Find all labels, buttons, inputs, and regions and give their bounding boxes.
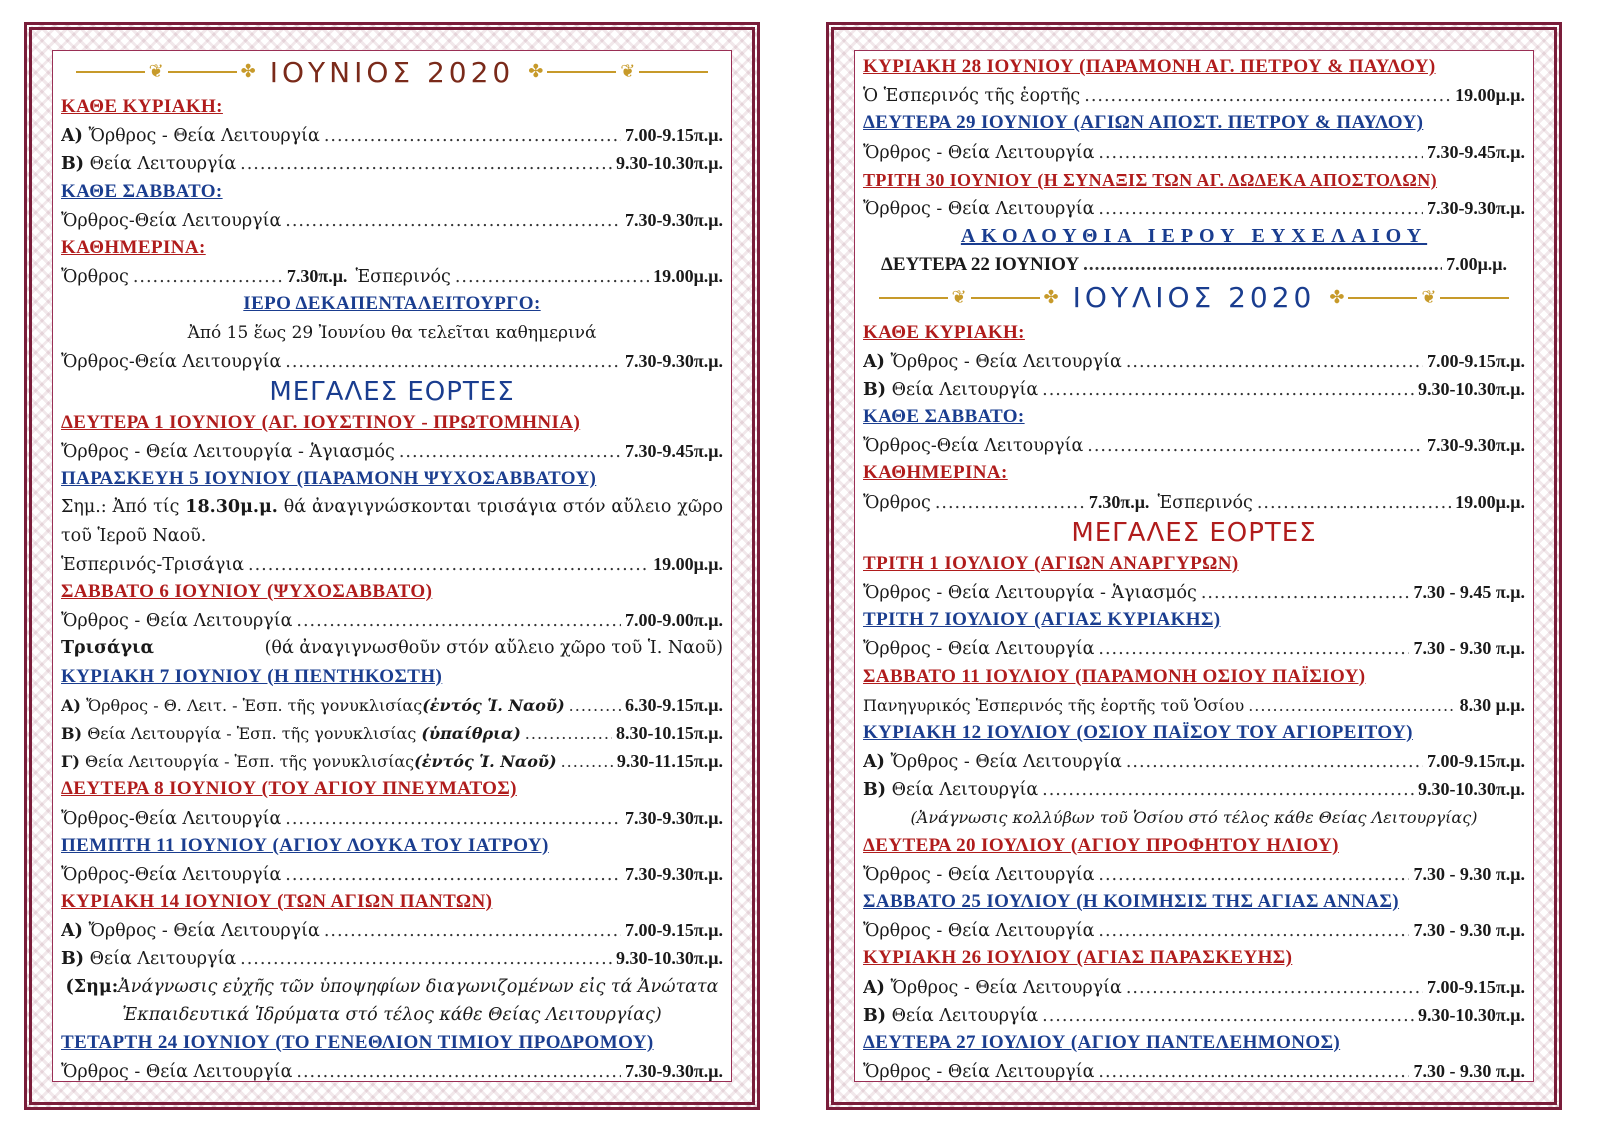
service-text: Ὄρθρος-Θεία Λειτουργία (863, 436, 1084, 457)
service-row (863, 1057, 1525, 1082)
service-text: Ὄρθρος - Θεία Λειτουργία - Ἁγιασμός (863, 583, 1197, 603)
month-title: ΙΟΥΛΙΟΣ 2020 (1072, 281, 1316, 314)
service-time: 7.30-9.30π.μ. (1426, 197, 1525, 218)
big-feasts-title: ΜΕΓΑΛΕΣ ΕΟΡΤΕΣ (269, 376, 515, 407)
heading-daily: ΚΑΘΗΜΕΡΙΝΑ: (863, 462, 1008, 484)
july-page (826, 22, 1562, 1110)
service-text: Ὄρθρος (863, 492, 931, 513)
feast-heading: ΠΑΡΑΣΚΕΥΗ 5 ΙΟΥΝΙΟΥ (ΠΑΡΑΜΟΝΗ ΨΥΧΟΣΑΒΒΑΤΟΥ) (61, 468, 597, 490)
service-text: Ὄρθρος-Θεία Λειτουργία (61, 210, 282, 231)
june-month-header (61, 53, 723, 91)
service-row-daily (61, 262, 723, 290)
month-title: ΙΟΥΝΙΟΣ 2020 (269, 55, 515, 89)
service-time: 19.00μ.μ. (653, 266, 723, 287)
service-row: Β) Θεία Λειτουργία ..... 9.30-10.30π.μ. (863, 375, 1525, 403)
service-row-daily (863, 488, 1525, 516)
service-text: Ἑσπερινός (1157, 492, 1253, 513)
service-row: Β) Θεία Λειτουργία ..... 9.30-10.30π.μ. (863, 1001, 1525, 1029)
service-row (61, 437, 723, 465)
service-time: 7.00-9.15π.μ. (624, 125, 723, 146)
feast-heading: ΚΥΡΙΑΚΗ 14 ΙΟΥΝΙΟΥ (ΤΩΝ ΑΓΙΩΝ ΠΑΝΤΩΝ) (61, 891, 493, 913)
service-row (61, 121, 723, 149)
service-text: Ὄρθρος - Θεία Λειτουργία (863, 864, 1095, 885)
june-content (52, 50, 732, 1082)
feast-heading: ΚΥΡΙΑΚΗ 28 ΙΟΥΝΙΟΥ (ΠΑΡΑΜΟΝΗ ΑΓ. ΠΕΤΡΟΥ & ΠΑΥΛΟΥ) (863, 56, 1436, 77)
feast-heading: ΚΥΡΙΑΚΗ 26 ΙΟΥΛΙΟΥ (ΑΓΙΑΣ ΠΑΡΑΣΚΕΥΗΣ) (863, 947, 1293, 969)
service-time: 19.00μ.μ. (653, 553, 723, 574)
service-time: 7.00-9.15π.μ. (1426, 751, 1525, 772)
service-time: 7.30π.μ. (286, 266, 348, 287)
service-text: Θεία Λειτουργία (89, 154, 237, 175)
ornament-left: ❦ ✤ (76, 63, 256, 81)
service-text: Ὁ Ἑσπερινός τῆς ἑορτῆς (863, 86, 1081, 107)
service-time: 9.30-10.30π.μ. (615, 948, 723, 969)
service-time: 19.00μ.μ. (1455, 85, 1525, 106)
heading-every-sunday: ΚΑΘΕ ΚΥΡΙΑΚΗ: (61, 96, 223, 117)
service-time: 7.00μ.μ. (1446, 254, 1507, 275)
service-time: 7.30-9.45π.μ. (1426, 141, 1525, 162)
service-row: Β) Θεία Λειτουργία ..... 9.30-10.30π.μ. (61, 944, 723, 972)
feast-heading: ΔΕΥΤΕΡΑ 1 ΙΟΥΝΙΟΥ (ΑΓ. ΙΟΥΣΤΙΝΟΥ - ΠΡΩΤΟΜΗΝΙΑ) (61, 411, 581, 433)
service-row (863, 138, 1525, 166)
heading-every-sunday: ΚΑΘΕ ΚΥΡΙΑΚΗ: (863, 321, 1025, 343)
feast-note: Σημ.: Ἀπό τίς 18.30μ.μ. θά ἀναγιγνώσκονται τρισάγια στόν αὔλειο χῶρο τοῦ Ἱεροῦ Ναοῦ. (61, 497, 723, 546)
unction-row (863, 250, 1525, 278)
feast-heading: ΔΕΥΤΕΡΑ 29 ΙΟΥΝΙΟΥ (ΑΓΙΩΝ ΑΠΟΣΤ. ΠΕΤΡΟΥ & ΠΑΥΛΟΥ) (863, 112, 1424, 134)
service-row: Α) Ὄρθρος - Θεία Λειτουργία ..... 7.00-9.15π.μ. (61, 916, 723, 944)
service-row (61, 347, 723, 375)
service-time: 7.30 - 9.45 π.μ. (1413, 582, 1525, 602)
service-row (863, 578, 1525, 606)
service-row (863, 860, 1525, 888)
service-row (863, 81, 1525, 109)
heading-daily: ΚΑΘΗΜΕΡΙΝΑ: (61, 236, 206, 258)
feast-heading: ΣΑΒΒΑΤΟ 25 ΙΟΥΛΙΟΥ (Η ΚΟΙΜΗΣΙΣ ΤΗΣ ΑΓΙΑΣ ΑΝΝΑΣ) (863, 891, 1400, 913)
service-text: Ὄρθρος - Θεία Λειτουργία (61, 611, 293, 632)
feast-note: Τρισάγια (θά ἀναγιγνωσθοῦν στόν αὔλειο χῶρο τοῦ Ἱ. Ναοῦ) (61, 638, 723, 659)
service-time: 9.30-10.30π.μ. (1417, 1004, 1525, 1025)
feast-heading: ΔΕΥΤΕΡΑ 20 ΙΟΥΛΙΟΥ (ΑΓΙΟΥ ΠΡΟΦΗΤΟΥ ΗΛΙΟΥ) (863, 834, 1339, 856)
service-time: 7.30-9.30π.μ. (624, 209, 723, 230)
feast-heading: ΣΑΒΒΑΤΟ 11 ΙΟΥΛΙΟΥ (ΠΑΡΑΜΟΝΗ ΟΣΙΟΥ ΠΑΪΣΙΟΥ) (863, 665, 1366, 687)
feast-heading: ΔΕΥΤΕΡΑ 27 ΙΟΥΛΙΟΥ (ΑΓΙΟΥ ΠΑΝΤΕΛΕΗΜΟΝΟΣ) (863, 1032, 1341, 1053)
feast-heading: ΤΡΙΤΗ 30 ΙΟΥΝΙΟΥ (Η ΣΥΝΑΞΙΣ ΤΩΝ ΑΓ. ΔΩΔΕΚΑ ΑΠΟΣΤΟΛΩΝ) (863, 169, 1438, 190)
service-text: Ὄρθρος - Θεία Λειτουργία - Ἁγιασμός (61, 442, 395, 463)
service-text: Ὄρθρος - Θεία Λειτουργία (88, 126, 320, 147)
service-row (61, 206, 723, 234)
june-page (24, 22, 760, 1110)
label-b: Β) (61, 154, 85, 175)
service-time: 7.30 - 9.30 π.μ. (1413, 920, 1525, 941)
service-time: 7.30-9.30π.μ. (624, 1061, 723, 1082)
service-text: Ὄρθρος-Θεία Λειτουργία (61, 351, 282, 372)
service-row: Β) Θεία Λειτουργία ..... 9.30-10.30π.μ. (863, 775, 1525, 803)
service-row: Α) Ὄρθρος - Θεία Λειτουργία ..... 7.00-9.15π.μ. (863, 973, 1525, 1001)
unction-heading: ΑΚΟΛΟΥΘΙΑ ΙΕΡΟΥ ΕΥΧΕΛΑΙΟΥ (960, 225, 1428, 248)
service-time: 9.30-10.30π.μ. (615, 153, 723, 174)
service-text: Ὄρθρος - Θεία Λειτουργία (863, 198, 1095, 219)
service-time: 7.30 - 9.30 π.μ. (1413, 638, 1525, 659)
service-row (61, 804, 723, 832)
service-time: 9.30-10.30π.μ. (1417, 779, 1525, 800)
service-row (863, 916, 1525, 944)
service-row (61, 149, 723, 177)
service-row (863, 194, 1525, 222)
service-row (61, 1057, 723, 1082)
feast-note: (Ἀνάγνωσις κολλύβων τοῦ Ὁσίου στό τέλος κάθε Θείας Λειτουργίας) (910, 807, 1478, 827)
july-content (854, 50, 1534, 1082)
service-text: Ὄρθρος-Θεία Λειτουργία (61, 864, 282, 885)
service-time: 7.30π.μ. (1088, 491, 1150, 512)
service-time: 9.30-11.15π.μ. (616, 751, 723, 772)
heading-fifteen-liturgies: ΙΕΡΟ ΔΕΚΑΠΕΝΤΑΛΕΙΤΟΥΡΓΟ: (243, 293, 541, 315)
service-row: Β) Θεία Λειτουργία - Ἑσπ. τῆς γονυκλισίας (ὑπαίθρια) ..... 8.30-10.15π.μ. (61, 719, 723, 747)
label-a: Α) (61, 126, 83, 147)
feast-heading: ΣΑΒΒΑΤΟ 6 ΙΟΥΝΙΟΥ (ΨΥΧΟΣΑΒΒΑΤΟ) (61, 581, 433, 603)
feast-heading: ΚΥΡΙΑΚΗ 12 ΙΟΥΛΙΟΥ (ΟΣΙΟΥ ΠΑΪΣΟΥ ΤΟΥ ΑΓΙΟΡΕΙΤΟΥ) (863, 721, 1413, 743)
feast-heading: ΔΕΥΤΕΡΑ 8 ΙΟΥΝΙΟΥ (ΤΟΥ ΑΓΙΟΥ ΠΝΕΥΜΑΤΟΣ) (61, 778, 517, 800)
service-text: Ὄρθρος - Θεία Λειτουργία (61, 1062, 293, 1082)
heading-every-saturday: ΚΑΘΕ ΣΑΒΒΑΤΟ: (863, 406, 1025, 428)
service-text: Ὄρθρος (61, 267, 129, 288)
service-time: 7.30-9.30π.μ. (1426, 435, 1525, 456)
ornament-left: ❦ ✤ (879, 289, 1059, 307)
service-time: 7.30 - 9.30 π.μ. (1413, 863, 1525, 884)
service-text: Ἑσπερινός (355, 267, 451, 288)
service-row (61, 606, 723, 634)
service-time: 7.00-9.15π.μ. (624, 920, 723, 941)
service-row (863, 431, 1525, 459)
service-time: 7.30-9.30π.μ. (624, 863, 723, 884)
service-row: Α) Ὄρθρος - Θεία Λειτουργία ..... 7.00-9.15π.μ. (863, 347, 1525, 375)
feast-heading: ΠΕΜΠΤΗ 11 ΙΟΥΝΙΟΥ (ΑΓΙΟΥ ΛΟΥΚΑ ΤΟΥ ΙΑΤΡΟΥ) (61, 834, 549, 856)
service-time: 7.30-9.30π.μ. (624, 807, 723, 828)
service-row: Α) Ὄρθρος - Θεία Λειτουργία ..... 7.00-9.15π.μ. (863, 747, 1525, 775)
service-time: 7.00-9.00π.μ. (624, 610, 723, 631)
feast-heading: ΤΡΙΤΗ 1 ΙΟΥΛΙΟΥ (ΑΓΙΩΝ ΑΝΑΡΓΥΡΩΝ) (863, 552, 1239, 574)
service-time: 6.30-9.15π.μ. (624, 694, 723, 715)
service-row (61, 550, 723, 578)
service-time: 8.30 μ.μ. (1459, 694, 1525, 715)
service-text: ΔΕΥΤΕΡΑ 22 ΙΟΥΝΙΟΥ (881, 254, 1080, 276)
feast-note: (Σημ:Ἀνάγνωσις εὐχῆς τῶν ὑποψηφίων διαγωνιζομένων εἰς τά Ἀνώτατα Ἐκπαιδευτικά Ἱδρύματα στό τέλος κάθε Θείας Λειτουργίας) (65, 976, 719, 1025)
service-time: 7.00-9.15π.μ. (1426, 350, 1525, 371)
service-text: Ἑσπερινός-Τρισάγια (61, 554, 244, 575)
ornament-right: ✤ ❦ (1329, 289, 1509, 307)
service-text: Ὄρθρος - Θεία Λειτουργία (863, 1062, 1095, 1082)
service-text: Ὄρθρος - Θεία Λειτουργία (863, 142, 1095, 163)
service-row (863, 691, 1525, 719)
service-text: Ὄρθρος - Θεία Λειτουργία (863, 921, 1095, 942)
feast-heading: ΤΕΤΑΡΤΗ 24 ΙΟΥΝΙΟΥ (ΤΟ ΓΕΝΕΘΛΙΟΝ ΤΙΜΙΟΥ ΠΡΟΔΡΟΜΟΥ) (61, 1032, 654, 1054)
service-time: 7.00-9.15π.μ. (1426, 976, 1525, 997)
heading-every-saturday: ΚΑΘΕ ΣΑΒΒΑΤΟ: (61, 180, 223, 202)
service-text: Ὄρθρος-Θεία Λειτουργία (61, 808, 282, 829)
service-time: 8.30-10.15π.μ. (615, 722, 723, 743)
ornament-right: ✤ ❦ (528, 63, 708, 81)
feast-heading: ΤΡΙΤΗ 7 ΙΟΥΛΙΟΥ (ΑΓΙΑΣ ΚΥΡΙΑΚΗΣ) (863, 609, 1221, 631)
fifteen-note: Ἀπό 15 ἕως 29 Ἰουνίου θα τελεῖται καθημερινά (187, 322, 597, 343)
service-row: Γ) Θεία Λειτουργία - Ἑσπ. τῆς γονυκλισίας(ἐντός Ἱ. Ναοῦ) ..... 9.30-11.15π.μ. (61, 747, 723, 775)
service-time: 9.30-10.30π.μ. (1417, 378, 1525, 399)
service-time: 19.00μ.μ. (1455, 491, 1525, 512)
service-time: 7.30-9.45π.μ. (624, 441, 723, 462)
july-month-header (863, 279, 1525, 317)
service-row (863, 634, 1525, 662)
service-text: Ὄρθρος - Θεία Λειτουργία (863, 639, 1095, 660)
service-row (61, 860, 723, 888)
service-row: Α) Ὄρθρος - Θ. Λειτ. - Ἑσπ. τῆς γονυκλισίας(ἐντός Ἱ. Ναοῦ) ..... 6.30-9.15π.μ. (61, 691, 723, 719)
service-time: 7.30-9.30π.μ. (624, 350, 723, 371)
big-feasts-title: ΜΕΓΑΛΕΣ ΕΟΡΤΕΣ (1071, 517, 1317, 548)
service-text: Πανηγυρικός Ἑσπερινός τῆς ἑορτῆς τοῦ Ὁσίου (863, 695, 1245, 715)
service-time: 7.30 - 9.30 π.μ. (1413, 1061, 1525, 1082)
feast-heading: ΚΥΡΙΑΚΗ 7 ΙΟΥΝΙΟΥ (Η ΠΕΝΤΗΚΟΣΤΗ) (61, 665, 443, 687)
